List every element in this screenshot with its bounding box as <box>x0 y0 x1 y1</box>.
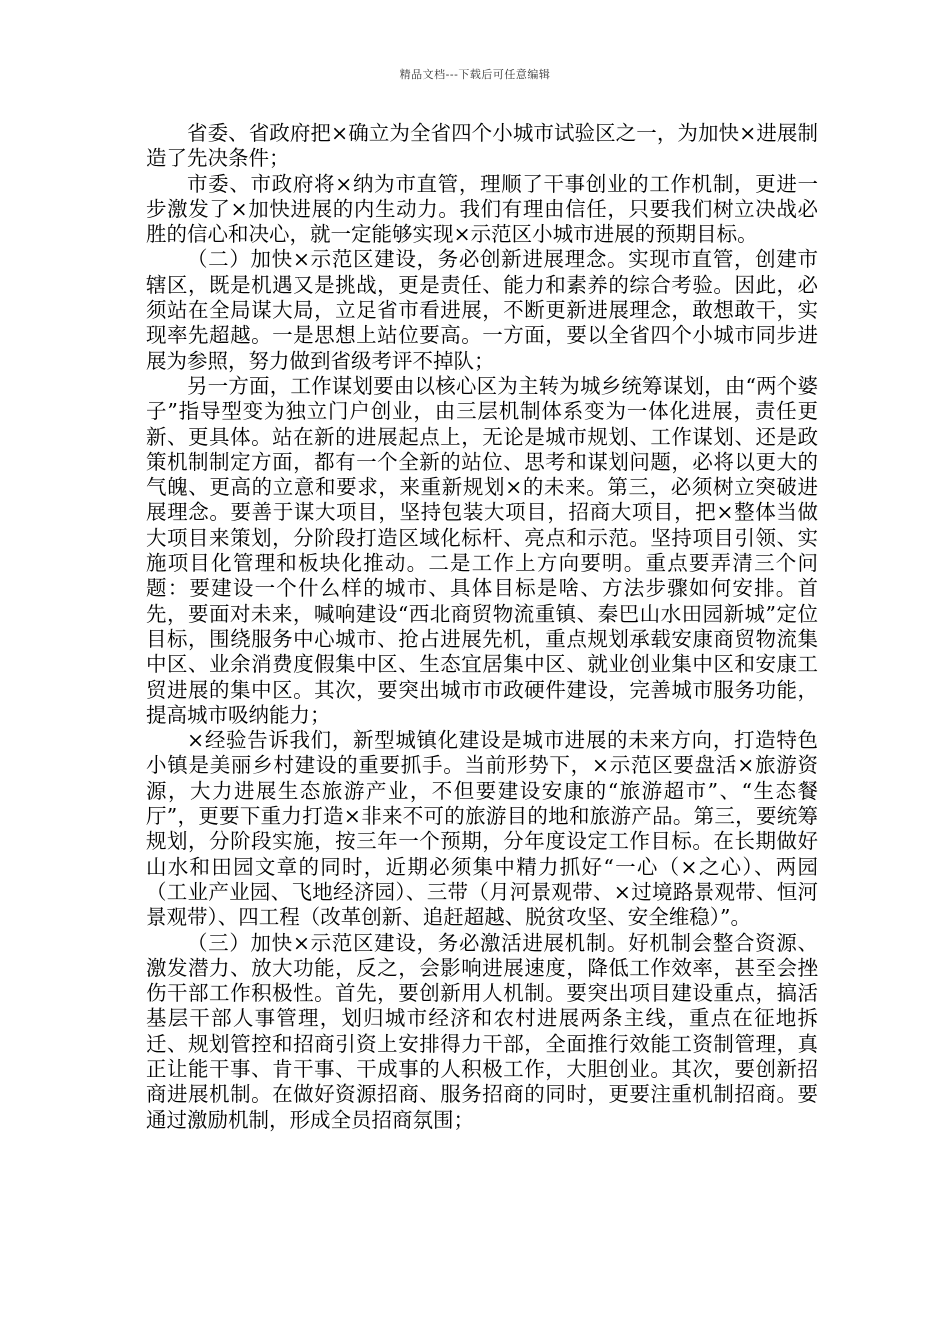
paragraph: 市委、市政府将×纳为市直管，理顺了干事创业的工作机制，更进一步激发了×加快进展的内生动力。我们有理由信任，只要我们树立决战必胜的信心和决心，就一定能够实现×示范区小城市进展的预期目标。 <box>146 171 818 247</box>
paragraph: 另一方面，工作谋划要由以核心区为主转为城乡统筹谋划，由“两个婆子”指导型变为独立门户创业，由三层机制体系变为一体化进展，责任更新、更具体。站在新的进展起点上，无论是城市规划、工作谋划、还是政策机制制定方面，都有一个全新的站位、思考和谋划问题，必将以更大的气魄、更高的立意和要求，来重新规划×的未来。第三，必须树立突破进展理念。要善于谋大项目，坚持包装大项目，招商大项目，把×整体当做大项目来策划，分阶段打造区域化标杆、亮点和示范。坚持项目引领、实施项目化管理和板块化推动。二是工作上方向要明。重点要弄清三个问题：要建设一个什么样的城市、具体目标是啥、方法步骤如何安排。首先，要面对未来，喊响建设“西北商贸物流重镇、秦巴山水田园新城”定位目标，围绕服务中心城市、抢占进展先机，重点规划承载安康商贸物流集中区、业余消费度假集中区、生态宜居集中区、就业创业集中区和安康工贸进展的集中区。其次，要突出城市市政硬件建设，完善城市服务功能，提高城市吸纳能力； <box>146 373 818 727</box>
paragraph: ×经验告诉我们，新型城镇化建设是城市进展的未来方向，打造特色小镇是美丽乡村建设的重要抓手。当前形势下，×示范区要盘活×旅游资源，大力进展生态旅游产业，不但要建设安康的“旅游超市”、“生态餐厅”，更要下重力打造×非来不可的旅游目的地和旅游产品。第三，要统筹规划，分阶段实施，按三年一个预期，分年度设定工作目标。在长期做好山水和田园文章的同时，近期必须集中精力抓好“一心（×之心）、两园（工业产业园、飞地经济园）、三带（月河景观带、×过境路景观带、恒河景观带）、四工程（改革创新、追赶超越、脱贫攻坚、安全维稳）”。 <box>146 728 818 930</box>
document-body <box>146 121 818 1133</box>
paragraph: 省委、省政府把×确立为全省四个小城市试验区之一，为加快×进展制造了先决条件； <box>146 121 818 171</box>
paragraph: （二）加快×示范区建设，务必创新进展理念。实现市直管，创建市辖区，既是机遇又是挑战，更是责任、能力和素养的综合考验。因此，必须站在全局谋大局，立足省市看进展，不断更新进展理念，敢想敢干，实现率先超越。一是思想上站位要高。一方面，要以全省四个小城市同步进展为参照，努力做到省级考评不掉队； <box>146 247 818 373</box>
page-header: 精品文档---下载后可任意编辑 <box>399 68 551 81</box>
paragraph: （三）加快×示范区建设，务必激活进展机制。好机制会整合资源、激发潜力、放大功能，反之，会影响进展速度，降低工作效率，甚至会挫伤干部工作积极性。首先，要创新用人机制。要突出项目建设重点，搞活基层干部人事管理，划归城市经济和农村进展两条主线，重点在征地拆迁、规划管控和招商引资上安排得力干部，全面推行效能工资制管理，真正让能干事、肯干事、干成事的人积极工作，大胆创业。其次，要创新招商进展机制。在做好资源招商、服务招商的同时，更要注重机制招商。要通过激励机制，形成全员招商氛围； <box>146 930 818 1132</box>
